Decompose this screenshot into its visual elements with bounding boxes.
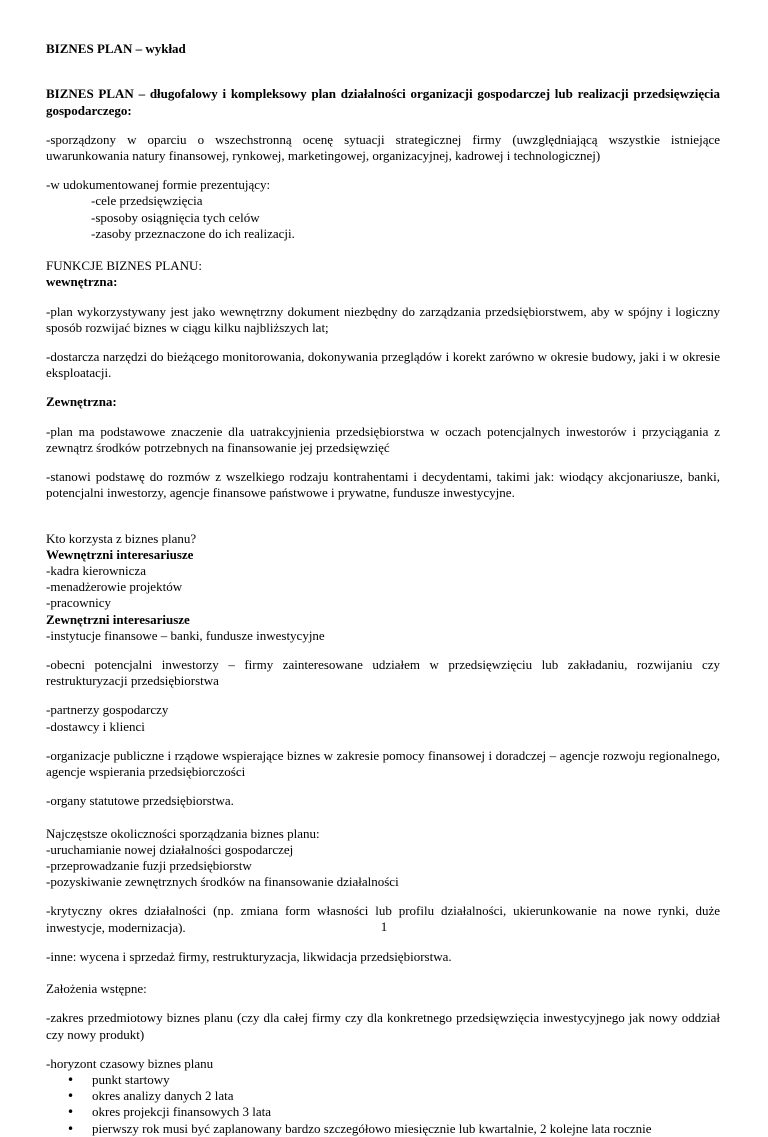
- spacer: [46, 242, 720, 258]
- assumption-item: -zakres przedmiotowy biznes planu (czy dla całej firmy czy dla konkretnego przedsięwzięcia inwestycyjnego jak nowy oddział czy nowy produkt): [46, 1010, 720, 1042]
- external-stakeholder-item: -dostawcy i klienci: [46, 718, 145, 734]
- page-number: 1: [380, 919, 388, 934]
- spacer: [46, 809, 720, 825]
- definition-sub-item: -zasoby przeznaczone do ich realizacji.: [91, 225, 295, 241]
- spacer: [46, 57, 720, 73]
- assumptions-heading: Założenia wstępne:: [46, 981, 147, 997]
- definition-sub-item: -cele przedsięwzięcia: [91, 193, 203, 209]
- external-stakeholder-item: -instytucje finansowe – banki, fundusze inwestycyjne: [46, 627, 325, 643]
- definition-heading: BIZNES PLAN – długofalowy i kompleksowy plan działalności organizacji gospodarczej lub realizacji przedsięwzięcia gospodarczego:: [46, 86, 720, 118]
- functions-heading: FUNKCJE BIZNES PLANU:: [46, 258, 203, 274]
- definition-point: -sporządzony w oparciu o wszechstronną ocenę sytuacji strategicznej firmy (uwzględniającą wszystkie istniejące uwarunkowania natury finansowej, rynkowej, marketingowej, organizacyjnej, kadrowej i technologicznej): [46, 131, 720, 163]
- definition-point: -w udokumentowanej formie prezentujący:: [46, 177, 271, 193]
- spacer: [46, 514, 720, 530]
- users-question: Kto korzysta z biznes planu?: [46, 530, 197, 546]
- external-stakeholder-item: -organy statutowe przedsiębiorstwa.: [46, 793, 234, 809]
- internal-function-item: -dostarcza narzędzi do bieżącego monitorowania, dokonywania przeglądów i korekt zarówno w okresie budowy, jaki i w okresie eksploatacji.: [46, 349, 720, 381]
- internal-function-item: -plan wykorzystywany jest jako wewnętrzny dokument niezbędny do zarządzania przedsiębiorstwem, aby w spójny i logiczny sposób rozwijać biznes w ciągu kilku najbliższych lat;: [46, 303, 720, 335]
- external-stakeholder-item: -obecni potencjalni inwestorzy – firmy zainteresowane udziałem w przedsięwzięciu lub zakładaniu, rozwijaniu czy restrukturyzacji przedsiębiorstwa: [46, 657, 720, 689]
- external-function-item: -plan ma podstawowe znaczenie dla uatrakcyjnienia przedsiębiorstwa w oczach potencjalnych inwestorów i przyciągania z zewnątrz środków potrzebnych na finansowanie jej przedsięwzięć: [46, 423, 720, 455]
- document-title: BIZNES PLAN – wykład: [46, 41, 186, 56]
- bullet-item: • pierwszy rok musi być zaplanowany bardzo szczegółowo miesięcznie lub kwartalnie, 2 kolejne lata rocznie: [46, 1121, 720, 1137]
- internal-function-label: wewnętrzna:: [46, 274, 118, 290]
- bullet-item: • okres projekcji finansowych 3 lata: [46, 1104, 720, 1120]
- definition-sub-item: -sposoby osiągnięcia tych celów: [91, 209, 260, 225]
- internal-stakeholder-item: -menadżerowie projektów: [46, 579, 183, 595]
- time-horizon-list: [46, 1072, 720, 1137]
- spacer: [46, 965, 720, 981]
- external-stakeholder-item: -partnerzy gospodarczy: [46, 702, 169, 718]
- bullet-item: • okres analizy danych 2 lata: [46, 1088, 720, 1104]
- external-function-label: Zewnętrzna:: [46, 394, 117, 410]
- external-stakeholders-label: Zewnętrzni interesariusze: [46, 611, 190, 627]
- circumstance-item: -przeprowadzanie fuzji przedsiębiorstw: [46, 858, 252, 874]
- external-stakeholder-item: -organizacje publiczne i rządowe wspierające biznes w zakresie pomocy finansowej i doradczej – agencje rozwoju regionalnego, agencje wspierania przedsiębiorczości: [46, 747, 720, 780]
- bullet-item: • punkt startowy: [46, 1072, 720, 1088]
- circumstance-item: -inne: wycena i sprzedaż firmy, restrukturyzacja, likwidacja przedsiębiorstwa.: [46, 948, 452, 964]
- internal-stakeholder-item: -pracownicy: [46, 595, 111, 611]
- internal-stakeholders-label: Wewnętrzni interesariusze: [46, 546, 194, 562]
- external-function-item: -stanowi podstawę do rozmów z wszelkiego rodzaju kontrahentami i decydentami, takimi jak: wiodący akcjonariusze, banki, potencjalni inwestorzy, agencje finansowe państwowe i prywatne, fundusze inwestycyjne.: [46, 469, 720, 501]
- assumption-item: -horyzont czasowy biznes planu: [46, 1055, 214, 1071]
- internal-stakeholder-item: -kadra kierownicza: [46, 563, 146, 579]
- circumstances-heading: Najczęstsze okoliczności sporządzania biznes planu:: [46, 825, 320, 841]
- circumstance-item: -pozyskiwanie zewnętrznych środków na finansowanie działalności: [46, 874, 399, 890]
- circumstance-item: -krytyczny okres działalności (np. zmiana form własności lub profilu działalności, ukierunkowanie na nowe rynki, duże inwestycje, modernizacja).: [46, 903, 720, 935]
- circumstance-item: -uruchamianie nowej działalności gospodarczej: [46, 841, 294, 857]
